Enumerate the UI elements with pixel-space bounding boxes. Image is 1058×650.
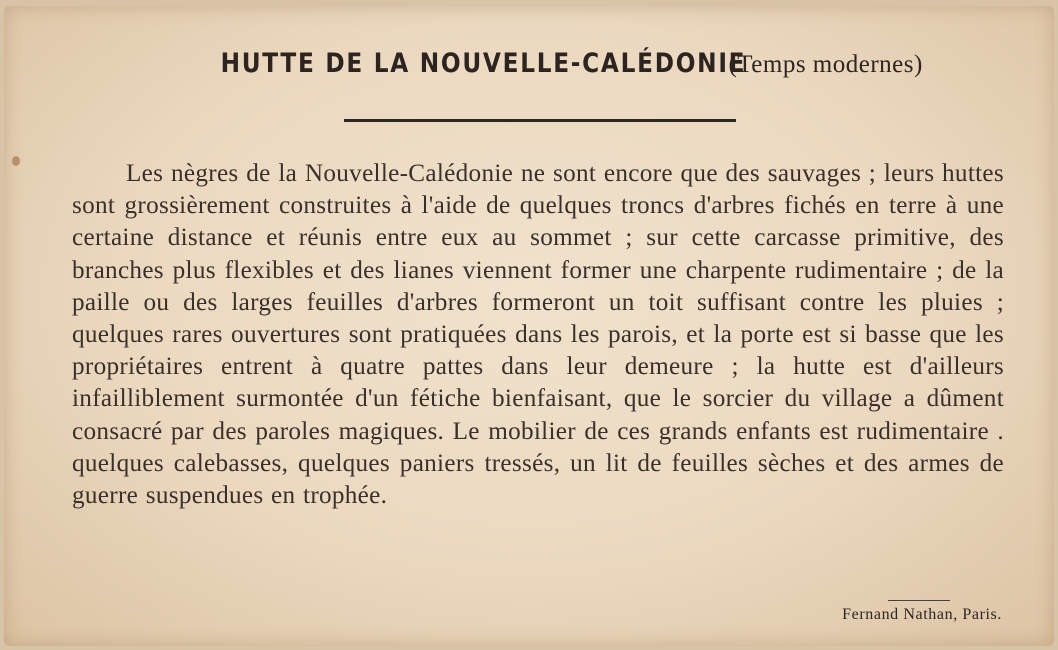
card-title: HUTTE DE LA NOUVELLE-CALÉDONIE <box>220 48 747 79</box>
paper-stain <box>12 156 20 166</box>
publisher-divider <box>888 600 950 601</box>
card-subtitle: (Temps modernes) <box>728 51 923 78</box>
title-row <box>4 48 1054 79</box>
publisher-credit: Fernand Nathan, Paris. <box>842 606 1002 623</box>
title-divider <box>344 119 736 122</box>
trade-card <box>4 6 1054 646</box>
body-paragraph: Les nègres de la Nouvelle-Calédonie ne sont encore que des sauvages ; leurs huttes sont grossièrement construites à l'aide de quelques troncs d'arbres fichés en terre à une certaine distance et réunis entre eux au sommet ; sur cette carcasse primitive, des branches plus flexibles et des lianes viennent former une charpente rudimentaire ; de la paille ou des larges feuilles d'arbres formeront un toit suffisant contre les pluies ; quelques rares ouvertures sont pratiquées dans les parois, et la porte est si basse que les propriétaires entrent à quatre pattes dans leur demeure ; la hutte est d'ailleurs infailliblement surmontée d'un fétiche bienfaisant, que le sorcier du village a dûment consacré par des paroles magiques. Le mobilier de ces grands enfants est rudimentaire . quelques calebasses, quelques paniers tressés, un lit de feuilles sèches et des armes de guerre suspendues en trophée. <box>72 160 1004 510</box>
card-body <box>72 158 1004 512</box>
